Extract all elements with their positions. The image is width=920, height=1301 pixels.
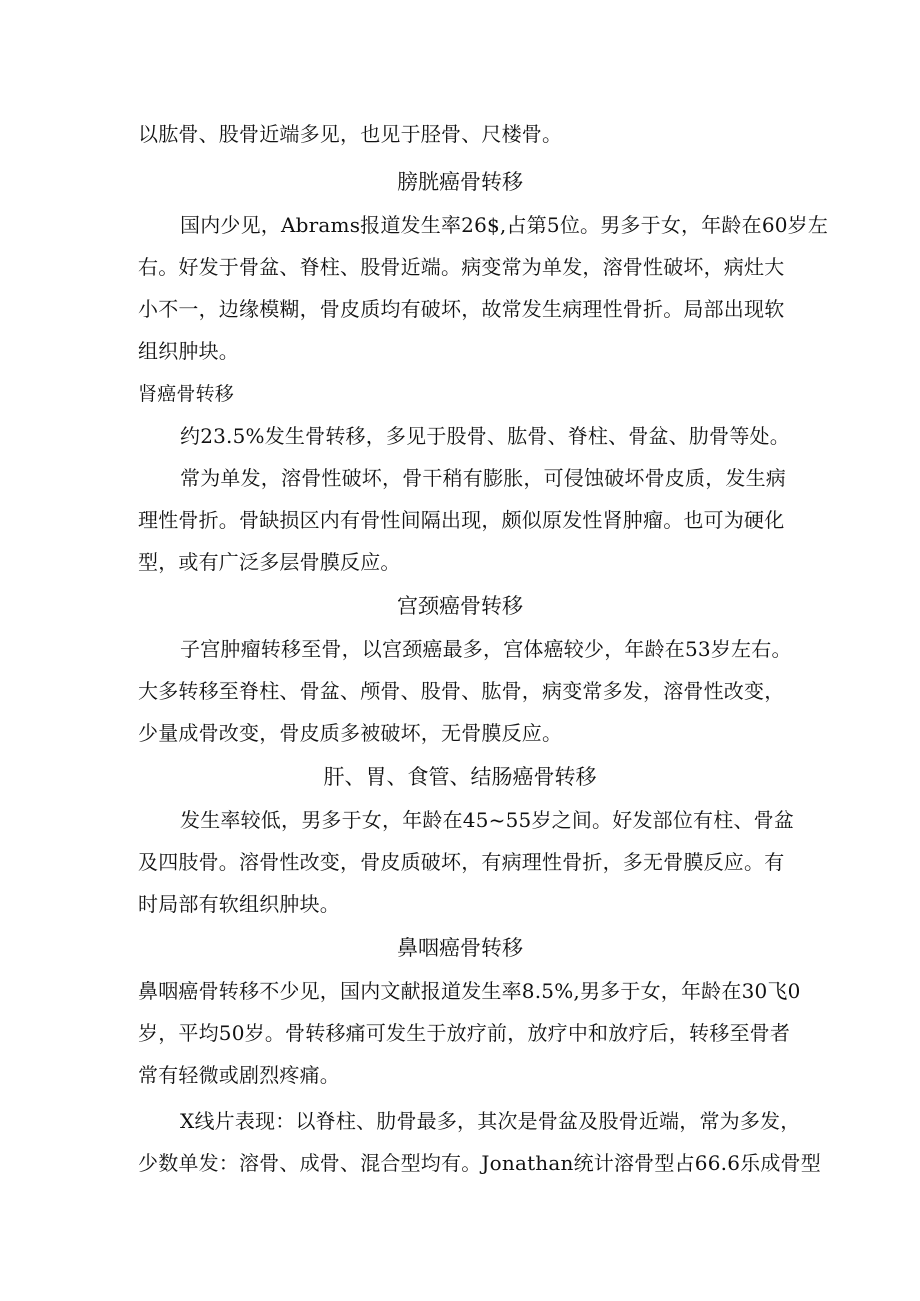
nasopharynx-text-line: X线片表现：以脊柱、肋骨最多，其次是骨盆及股骨近端，常为多发， (180, 1109, 801, 1133)
bladder-text-line: 国内少见，Abrams报道发生率26$,占第5位。男多于女，年龄在60岁左 (180, 213, 829, 237)
bladder-text-line: 右。好发于骨盆、脊柱、股骨近端。病变常为单发，溶骨性破坏，病灶大 (138, 255, 785, 279)
bladder-text-line: 小不一，边缘模糊，骨皮质均有破坏，故常发生病理性骨折。局部出现软 (138, 297, 785, 321)
kidney-text-line: 常为单发，溶骨性破坏，骨干稍有膨胀，可侵蚀破坏骨皮质，发生病 (180, 466, 786, 490)
cervix-text-line: 子宫肿瘤转移至骨，以宫颈癌最多，宫体癌较少，年龄在53岁左右。 (180, 637, 792, 661)
cervix-heading: 宫颈癌骨转移 (397, 594, 523, 618)
cervix-text-line: 少量成骨改变，骨皮质多被破坏，无骨膜反应。 (138, 721, 563, 745)
gi-text-line: 发生率较低，男多于女，年龄在45~55岁之间。好发部位有柱、骨盆 (180, 808, 795, 832)
kidney-text-line: 型，或有广泛多层骨膜反应。 (138, 550, 401, 574)
nasopharynx-text-line: 常有轻微或剧烈疼痛。 (138, 1063, 340, 1087)
bladder-text-line: 组织肿块。 (138, 339, 239, 363)
intro-line: 以肱骨、股骨近端多见，也见于胫骨、尺楼骨。 (138, 122, 563, 146)
kidney-text-line: 理性骨折。骨缺损区内有骨性间隔出现，颇似原发性肾肿瘤。也可为硬化 (138, 508, 785, 532)
kidney-text-line: 约23.5%发生骨转移，多见于股骨、肱骨、脊柱、骨盆、肋骨等处。 (180, 424, 790, 448)
gi-heading: 肝、胃、食管、结肠癌骨转移 (323, 765, 597, 789)
nasopharynx-text-line: 少数单发：溶骨、成骨、混合型均有。Jonathan统计溶骨型占66.6乐成骨型 (138, 1151, 821, 1175)
nasopharynx-text-line: 鼻咽癌骨转移不少见，国内文献报道发生率8.5%,男多于女，年龄在30飞0 (138, 979, 801, 1003)
nasopharynx-text-line: 岁，平均50岁。骨转移痛可发生于放疗前，放疗中和放疗后，转移至骨者 (138, 1021, 791, 1045)
nasopharynx-heading: 鼻咽癌骨转移 (397, 936, 523, 960)
kidney-heading: 肾癌骨转移 (138, 383, 235, 405)
gi-text-line: 时局部有软组织肿块。 (138, 892, 340, 916)
cervix-text-line: 大多转移至脊柱、骨盆、颅骨、股骨、肱骨，病变常多发，溶骨性改变， (138, 679, 785, 703)
bladder-heading: 膀胱癌骨转移 (397, 170, 523, 194)
gi-text-line: 及四肢骨。溶骨性改变，骨皮质破坏，有病理性骨折，多无骨膜反应。有 (138, 850, 785, 874)
